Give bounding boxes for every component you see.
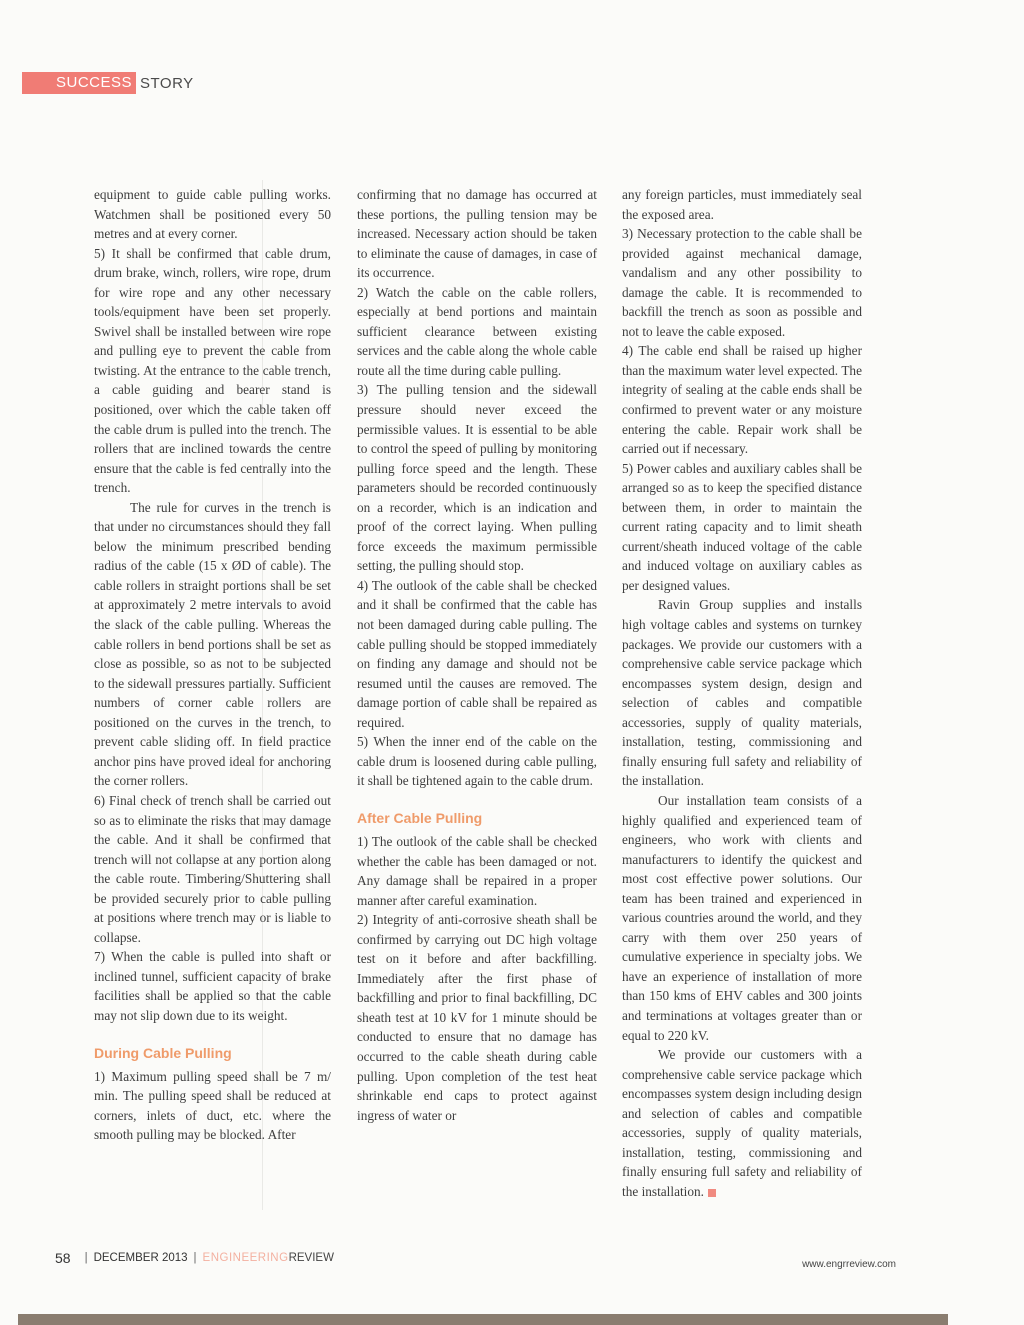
paragraph: 1) The outlook of the cable shall be checked whether the cable has been damaged or not. Any damage shall be repaired in a proper manner after careful examination. [357,833,597,908]
paragraph: The rule for curves in the trench is that under no circumstances should they fall below the minimum prescribed bending radius of the cable (15 x ØD of cable). The cable rollers in straight portions shall be set at approximately 2 metre intervals to avoid the slack of the cable pulling. Whereas the cable rollers in bend portions shall be set as close as possible, so as not to be subjected to the sidewall pressures partially. Sufficient numbers of corner cable rollers are positioned on the curves in the trench, to prevent cable sliding off. In field practice anchor pins have proved ideal for anchoring the corner rollers. [94,499,331,789]
paragraph: 2) Integrity of anti-corrosive sheath shall be confirmed by carrying out DC high voltage test on it before and after backfilling. Immediately after the first phase of backfilling and prior to final backfilling, DC sheath test at 10 kV for 1 minute should be conducted to ensure that no damage has occurred to the cable sheath during cable pulling. Upon completion of the test heat shrinkable end caps to protect against ingress of water or [357,912,597,1123]
paragraph: Our installation team consists of a highly qualified and experienced team of engineers, who work with clients and manufacturers to identify the quickest and most cost effective power solutions. Our team has been trained and experienced in various countries around the world, and they carry with them over 250 years of cumulative experience in specialty jobs. We have an experience of installation of more than 150 kms of EHV cables and 300 joints and terminations at voltages greater than or equal to 220 kV. [622,792,862,1043]
paragraph: 5) When the inner end of the cable on the cable drum is loosened during cable pulling, it shall be tightened again to the cable drum. [357,734,597,789]
paragraph-final [622,1045,862,1201]
article-end-square-icon [708,1189,716,1197]
paragraph: 3) Necessary protection to the cable shall be provided against mechanical damage, vandalism and any other possibility to damage the cable. It is recommended to backfill the trench as soon as possible and not to leave the cable exposed. [622,226,862,339]
magazine-name-part2: REVIEW [288,1252,334,1264]
page-footer [55,1250,334,1266]
paragraph-text: We provide our customers with a comprehensive cable service package which encompasses system design including design and selection of cables and compatible accessories, supply of quality materials, installation, testing, commissioning and finally ensuring full safety and reliability of the installation. [622,1047,862,1199]
text-column-1 [94,185,331,1145]
footer-divider: | [193,1252,197,1264]
paragraph: 5) Power cables and auxiliary cables shall be arranged so as to keep the specified distance between them, in order to maintain the current rating capacity and to limit sheath current/sheath induced voltage of the cable and induced voltage on auxiliary cables as per designed values. [622,460,862,593]
magazine-name-part1: ENGINEERING [202,1252,289,1264]
paragraph: 4) The outlook of the cable shall be checked and it shall be confirmed that the cable has not been damaged during cable pulling. The cable pulling should be stopped immediately on finding any damage and should not be resumed until the causes are removed. The damage portion of cable shall be repaired as required. [357,577,597,730]
footer-divider: | [84,1252,88,1264]
scan-edge-strip [18,1314,948,1325]
paragraph: any foreign particles, must immediately seal the exposed area. [622,187,862,222]
issue-date: DECEMBER 2013 [93,1252,188,1264]
section-tag-story: STORY [140,74,194,92]
subheading-during-cable-pulling: During Cable Pulling [94,1044,232,1061]
paragraph: 6) Final check of trench shall be carried out so as to eliminate the risks that may damage the cable. And it shall be confirmed that trench will not collapse at any portion along the cable route. Timbering/Shuttering shall be provided securely prior to cable pulling at positions where trench may or is liable to collapse. [94,792,331,945]
paragraph: Ravin Group supplies and installs high voltage cables and systems on turnkey packages. We provide our customers with a comprehensive cable service package which encompasses system design, design and selection of cables and compatible accessories, supply of quality materials, installation, testing, commissioning and finally ensuring full safety and reliability of the installation. [622,597,862,789]
text-column-3 [622,185,862,1201]
paragraph: 2) Watch the cable on the cable rollers, especially at bend portions and maintain sufficient clearance between existing services and the cable along the whole cable route all the time during cable pulling. [357,284,597,378]
paragraph: 3) The pulling tension and the sidewall pressure should never exceed the permissible values. It is essential to be able to control the speed of pulling by monitoring pulling force speed and the length. These parameters should be recorded continuously on a recorder, which is an indication and proof of the correct laying. When pulling force exceeds the maximum permissible setting, the pulling should stop. [357,382,597,574]
section-tag-success: SUCCESS [22,72,136,94]
website-url: www.engrreview.com [802,1259,896,1270]
paragraph: equipment to guide cable pulling works. Watchmen shall be positioned every 50 metres and at every corner. [94,187,331,242]
paragraph: 4) The cable end shall be raised up higher than the maximum water level expected. The integrity of sealing at the cable ends shall be confirmed to prevent water or any moisture entering the cable. Repair work shall be carried out if necessary. [622,343,862,457]
paragraph: 1) Maximum pulling speed shall be 7 m/ min. The pulling speed shall be reduced at corners, inlets of duct, etc. where the smooth pulling may be blocked. After [94,1068,331,1143]
text-column-2 [357,185,597,1125]
paragraph: confirming that no damage has occurred at these portions, the pulling tension may be increased. Necessary action should be taken to eliminate the cause of damages, in case of its occurrence. [357,187,597,281]
paragraph: 7) When the cable is pulled into shaft or inclined tunnel, sufficient capacity of brake facilities shall be applied so that the cable may not slip down due to its weight. [94,949,331,1023]
paragraph: 5) It shall be confirmed that cable drum, drum brake, winch, rollers, wire rope, drum for wire rope and any other necessary tools/equipment have been set properly. Swivel shall be installed between wire rope and pulling eye to prevent the cable from twisting. At the entrance to the cable trench, a cable guiding and bearer stand is positioned, over which the cable taken off the cable drum is pulled into the trench. The rollers that are inclined towards the centre ensure that the cable is fed centrally into the trench. [94,245,331,496]
section-header [22,72,194,94]
page-number: 58 [55,1250,71,1266]
subheading-after-cable-pulling: After Cable Pulling [357,809,483,826]
